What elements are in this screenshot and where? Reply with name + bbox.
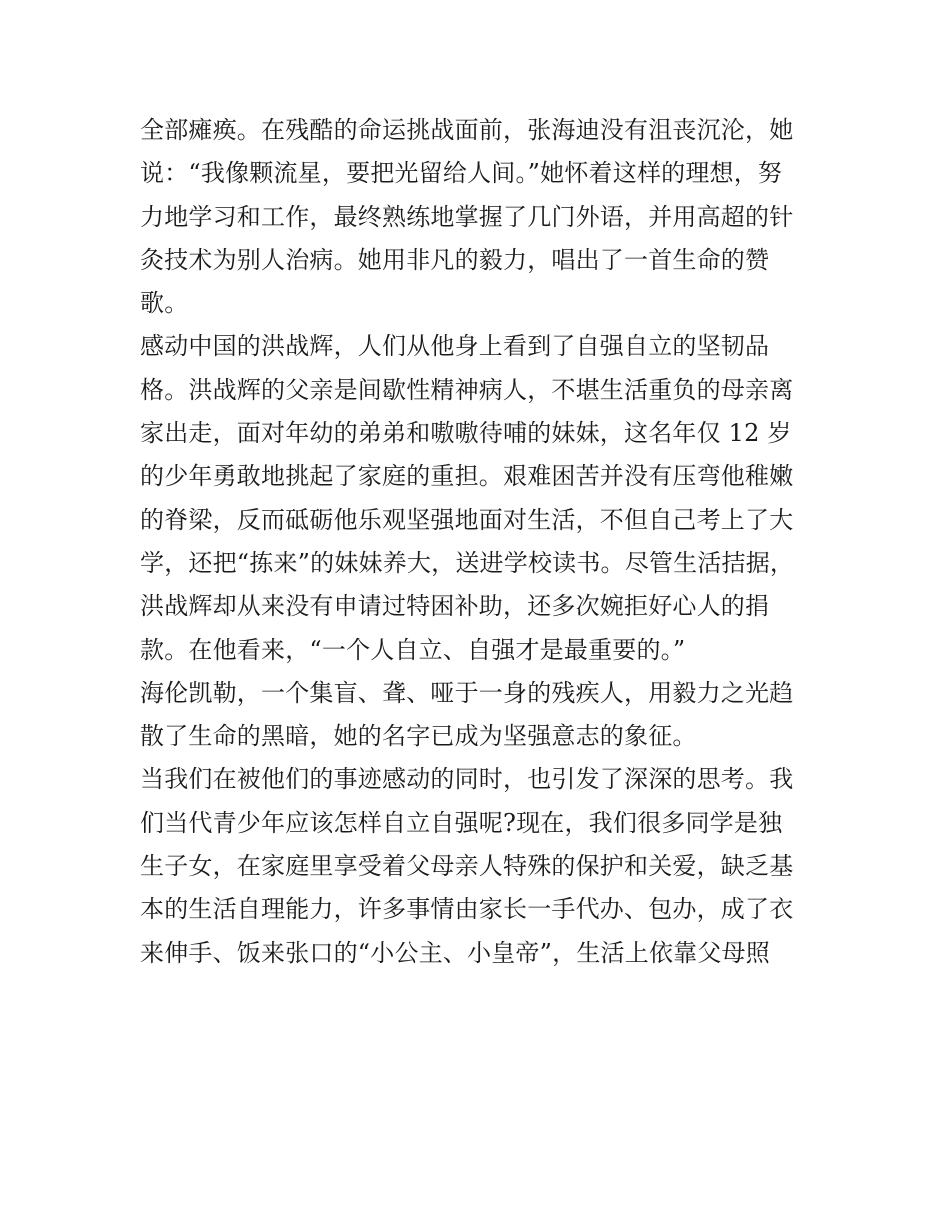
text-line: 来伸手、饭来张口的“小公主、小皇帝”，生活上依靠父母照 [140, 938, 770, 967]
text-line: 感动中国的洪战辉，人们从他身上看到了自强自立的坚韧品 [140, 332, 770, 361]
text-line: 生子女，在家庭里享受着父母亲人特殊的保护和关爱，缺乏基 [140, 852, 794, 881]
text-line: 当我们在被他们的事迹感动的同时，也引发了深深的思考。我 [140, 765, 794, 794]
text-line: 本的生活自理能力，许多事情由家长一手代办、包办，成了衣 [140, 895, 794, 924]
text-line: 们当代青少年应该怎样自立自强呢?现在，我们很多同学是独 [140, 808, 783, 837]
text-line: 款。在他看来，“一个人自立、自强才是最重要的。” [140, 635, 686, 664]
text-line: 的少年勇敢地挑起了家庭的重担。艰难困苦并没有压弯他稚嫩 [140, 462, 794, 491]
text-line: 格。洪战辉的父亲是间歇性精神病人，不堪生活重负的母亲离 [140, 375, 794, 404]
body-text [140, 109, 820, 975]
text-line: 力地学习和工作，最终熟练地掌握了几门外语，并用高超的针 [140, 202, 794, 231]
text-line: 说：“我像颗流星，要把光留给人间。”她怀着这样的理想，努 [140, 159, 783, 188]
text-line: 学，还把“拣来”的妹妹养大，送进学校读书。尽管生活拮据， [140, 548, 795, 577]
text-line: 的脊梁，反而砥砺他乐观坚强地面对生活，不但自己考上了大 [140, 505, 794, 534]
text-line: 海伦凯勒，一个集盲、聋、哑于一身的残疾人，用毅力之光趋 [140, 678, 794, 707]
text-line: 散了生命的黑暗，她的名字已成为坚强意志的象征。 [140, 722, 697, 751]
text-line: 灸技术为别人治病。她用非凡的毅力，唱出了一首生命的赞 [140, 245, 770, 274]
text-line: 家出走，面对年幼的弟弟和嗷嗷待哺的妹妹，这名年仅 12 岁 [140, 419, 792, 448]
text-line: 歌。 [140, 289, 189, 318]
text-line: 洪战辉却从来没有申请过特困补助，还多次婉拒好心人的捐 [140, 592, 770, 621]
text-line: 全部瘫痪。在残酷的命运挑战面前，张海迪没有沮丧沉沦，她 [140, 116, 794, 144]
